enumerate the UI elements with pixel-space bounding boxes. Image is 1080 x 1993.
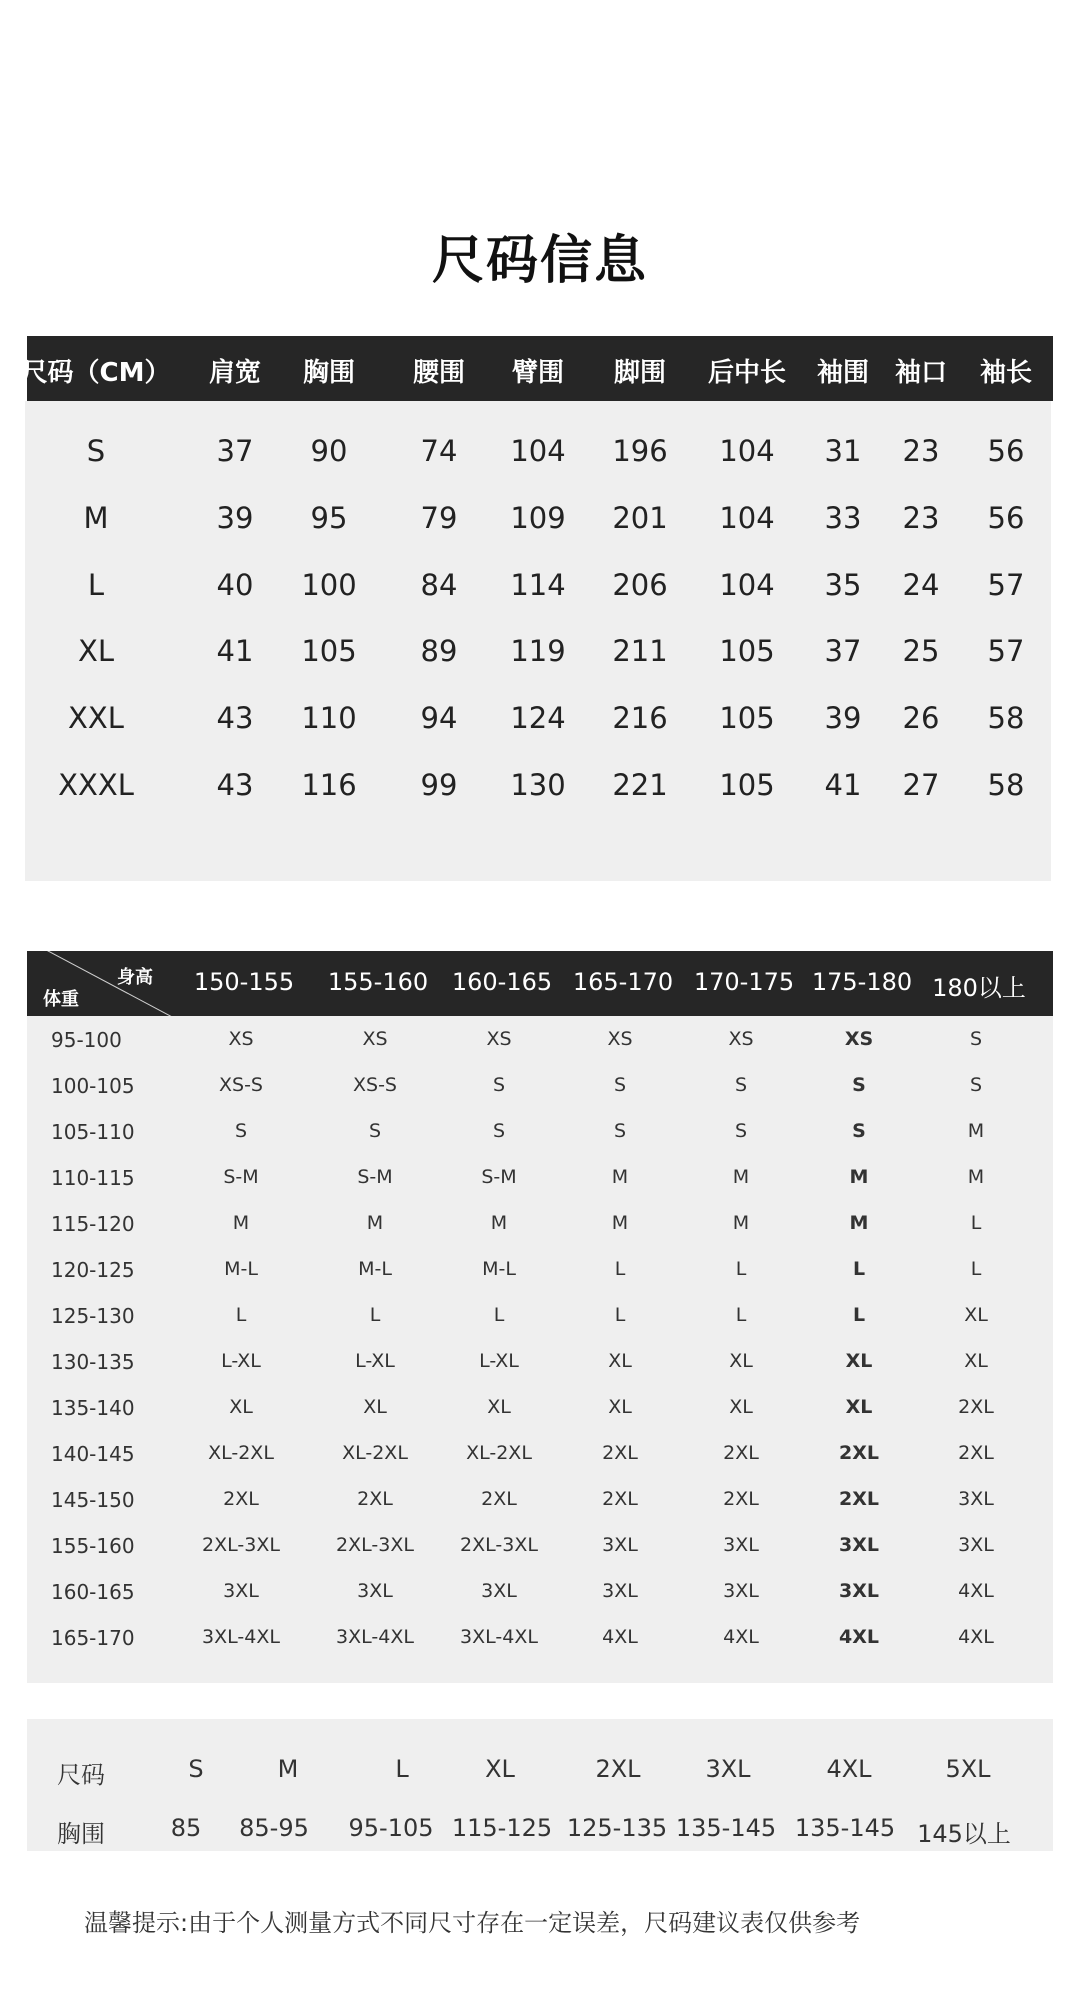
size-table-cell: 39 xyxy=(824,701,862,735)
recommend-size-cell: 3XL xyxy=(481,1580,517,1602)
size-table-cell: 104 xyxy=(719,568,775,602)
table-row xyxy=(27,1626,1053,1656)
chest-table xyxy=(27,1719,1053,1851)
size-table-cell: 90 xyxy=(310,434,348,468)
recommend-size-cell: S-M xyxy=(357,1166,393,1188)
table-row xyxy=(25,768,1051,808)
recommend-size-cell: XL-2XL xyxy=(466,1442,532,1464)
table-row xyxy=(25,568,1051,608)
recommend-size-cell: L-XL xyxy=(479,1350,519,1372)
recommend-size-cell: 4XL xyxy=(723,1626,759,1648)
corner-weight-label: 体重 xyxy=(43,989,79,1010)
size-table-cell: 95 xyxy=(310,501,348,535)
recommend-size-cell: XS-S xyxy=(219,1074,263,1096)
size-table-cell: 79 xyxy=(420,501,458,535)
size-table-cell: 114 xyxy=(510,568,566,602)
recommend-size-cell: 2XL xyxy=(839,1488,879,1510)
recommend-size-cell: 3XL xyxy=(602,1580,638,1602)
recommend-size-cell: 3XL xyxy=(723,1534,759,1556)
size-table-header-cell: 袖口 xyxy=(894,358,948,388)
table-row xyxy=(25,434,1051,474)
size-table-cell: 110 xyxy=(301,701,357,735)
size-table-cell: 104 xyxy=(510,434,566,468)
recommend-size-cell: 4XL xyxy=(958,1580,994,1602)
recommend-size-cell: 3XL xyxy=(839,1580,879,1602)
recommend-size-cell: L xyxy=(614,1258,626,1280)
page-title: 尺码信息 xyxy=(431,231,648,291)
recommend-size-cell: 3XL-4XL xyxy=(202,1626,280,1648)
recommend-size-cell: XL-2XL xyxy=(208,1442,274,1464)
height-header-cell: 150-155 xyxy=(193,968,295,996)
recommend-size-cell: M xyxy=(732,1212,750,1234)
size-table-cell: L xyxy=(87,568,105,602)
weight-cell: 120-125 xyxy=(51,1258,135,1282)
size-table-header-cell: 袖围 xyxy=(816,358,870,388)
size-table-cell: 206 xyxy=(612,568,668,602)
size-table-cell: 57 xyxy=(987,568,1025,602)
recommend-table-header xyxy=(27,951,1053,1016)
chest-table-value-cell: 125-135 xyxy=(566,1814,668,1842)
size-table-cell: 74 xyxy=(420,434,458,468)
weight-cell: 145-150 xyxy=(51,1488,135,1512)
size-table-header-cell: 尺码（CM） xyxy=(21,358,171,388)
size-table-cell: 25 xyxy=(902,634,940,668)
recommend-size-cell: S xyxy=(969,1028,983,1050)
recommend-size-cell: XL xyxy=(845,1396,873,1418)
weight-cell: 155-160 xyxy=(51,1534,135,1558)
size-table-cell: 201 xyxy=(612,501,668,535)
recommend-size-cell: S-M xyxy=(223,1166,259,1188)
size-table-cell: 104 xyxy=(719,501,775,535)
recommend-size-cell: XS xyxy=(486,1028,512,1050)
size-table-cell: 43 xyxy=(216,701,254,735)
size-table-cell: 130 xyxy=(510,768,566,802)
size-table xyxy=(21,336,1053,802)
recommend-size-cell: M xyxy=(967,1166,985,1188)
size-table-cell: 216 xyxy=(612,701,668,735)
recommend-size-cell: M xyxy=(232,1212,250,1234)
recommend-size-cell: 3XL xyxy=(958,1534,994,1556)
recommend-table xyxy=(27,951,1053,1683)
height-header-cell: 165-170 xyxy=(572,968,674,996)
size-table-cell: 33 xyxy=(824,501,862,535)
height-header-cell: 155-160 xyxy=(327,968,429,996)
recommend-size-cell: 3XL xyxy=(958,1488,994,1510)
size-table-cell: 109 xyxy=(510,501,566,535)
table-row xyxy=(27,1304,1053,1334)
recommend-size-cell: L-XL xyxy=(221,1350,261,1372)
table-row xyxy=(27,1120,1053,1150)
recommend-size-cell: S xyxy=(734,1074,748,1096)
size-table-cell: 31 xyxy=(824,434,862,468)
table-row xyxy=(25,634,1051,674)
size-table-cell: 39 xyxy=(216,501,254,535)
height-header-cell: 180以上 xyxy=(932,974,1026,1002)
recommend-size-cell: 4XL xyxy=(958,1626,994,1648)
size-table-header-cell: 腰围 xyxy=(412,358,466,388)
size-table-cell: 119 xyxy=(510,634,566,668)
size-table-cell: 35 xyxy=(824,568,862,602)
chest-table-size-cell: 2XL xyxy=(595,1755,641,1783)
weight-cell: 100-105 xyxy=(51,1074,135,1098)
recommend-size-cell: 3XL-4XL xyxy=(460,1626,538,1648)
recommend-size-cell: XL xyxy=(608,1350,632,1372)
recommend-size-cell: L xyxy=(735,1258,747,1280)
size-table-header-cell: 袖长 xyxy=(979,358,1033,388)
recommend-size-cell: XL xyxy=(729,1396,753,1418)
size-table-cell: 124 xyxy=(510,701,566,735)
weight-cell: 95-100 xyxy=(51,1028,122,1052)
table-row xyxy=(27,1442,1053,1472)
size-table-cell: 89 xyxy=(420,634,458,668)
recommend-size-cell: L xyxy=(852,1258,866,1280)
recommend-size-cell: XL xyxy=(964,1304,988,1326)
recommend-table-body xyxy=(27,1016,1053,1683)
size-table-cell: 100 xyxy=(301,568,357,602)
size-table-header-cell: 肩宽 xyxy=(208,358,262,388)
recommend-size-cell: 2XL-3XL xyxy=(202,1534,280,1556)
size-table-cell: 105 xyxy=(301,634,357,668)
size-table-cell: S xyxy=(86,434,106,468)
recommend-size-cell: S xyxy=(734,1120,748,1142)
recommend-size-cell: M-L xyxy=(224,1258,258,1280)
size-table-cell: 116 xyxy=(301,768,357,802)
recommend-size-cell: 4XL xyxy=(839,1626,879,1648)
recommend-size-cell: L xyxy=(735,1304,747,1326)
chest-table-size-cell: S xyxy=(188,1755,204,1783)
size-table-cell: 58 xyxy=(987,768,1025,802)
size-table-cell: 41 xyxy=(216,634,254,668)
table-row xyxy=(25,501,1051,541)
size-table-cell: 23 xyxy=(902,434,940,468)
weight-cell: 135-140 xyxy=(51,1396,135,1420)
recommend-size-cell: 2XL xyxy=(602,1488,638,1510)
recommend-size-cell: 2XL xyxy=(958,1442,994,1464)
size-table-cell: 56 xyxy=(987,434,1025,468)
size-table-cell: 37 xyxy=(216,434,254,468)
size-table-cell: M xyxy=(83,501,109,535)
recommend-size-cell: 2XL xyxy=(723,1488,759,1510)
recommend-size-cell: M xyxy=(732,1166,750,1188)
recommend-size-cell: XL xyxy=(229,1396,253,1418)
recommend-size-cell: 3XL xyxy=(839,1534,879,1556)
recommend-size-cell: 2XL-3XL xyxy=(460,1534,538,1556)
recommend-size-cell: L xyxy=(970,1258,982,1280)
recommend-size-cell: XS-S xyxy=(353,1074,397,1096)
table-row xyxy=(27,1258,1053,1288)
size-table-cell: 211 xyxy=(612,634,668,668)
size-table-cell: XXL xyxy=(68,701,124,735)
table-row xyxy=(27,1350,1053,1380)
weight-cell: 160-165 xyxy=(51,1580,135,1604)
chest-row-label: 胸围 xyxy=(57,1820,105,1848)
size-table-cell: 105 xyxy=(719,701,775,735)
table-row xyxy=(27,1488,1053,1518)
table-row xyxy=(27,1074,1053,1104)
size-table-cell: 27 xyxy=(902,768,940,802)
recommend-size-cell: L xyxy=(970,1212,982,1234)
recommend-size-cell: XL xyxy=(964,1350,988,1372)
recommend-size-cell: 2XL xyxy=(723,1442,759,1464)
recommend-size-cell: S xyxy=(852,1120,866,1142)
size-row-label: 尺码 xyxy=(57,1761,105,1789)
table-row xyxy=(27,1534,1053,1564)
recommend-size-cell: 4XL xyxy=(602,1626,638,1648)
corner-height-label: 身高 xyxy=(117,967,153,988)
recommend-size-cell: L xyxy=(369,1304,381,1326)
recommend-size-cell: M xyxy=(849,1166,869,1188)
recommend-size-cell: M xyxy=(366,1212,384,1234)
size-table-cell: 40 xyxy=(216,568,254,602)
recommend-size-cell: XL xyxy=(729,1350,753,1372)
recommend-size-cell: M-L xyxy=(482,1258,516,1280)
recommend-size-cell: XS xyxy=(844,1028,874,1050)
recommend-size-cell: 2XL xyxy=(839,1442,879,1464)
recommend-size-cell: 2XL xyxy=(223,1488,259,1510)
size-table-cell: 57 xyxy=(987,634,1025,668)
table-row xyxy=(27,1212,1053,1242)
size-table-header xyxy=(21,336,1053,401)
recommend-size-cell: 3XL xyxy=(602,1534,638,1556)
weight-cell: 110-115 xyxy=(51,1166,135,1190)
table-row xyxy=(27,1028,1053,1058)
chest-table-size-cell: XL xyxy=(485,1755,515,1783)
recommend-size-cell: M xyxy=(967,1120,985,1142)
recommend-size-cell: S xyxy=(613,1074,627,1096)
size-table-cell: XXXL xyxy=(58,768,134,802)
recommend-size-cell: S xyxy=(852,1074,866,1096)
chest-table-value-cell: 115-125 xyxy=(451,1814,553,1842)
chest-table-value-cell: 135-145 xyxy=(794,1814,896,1842)
recommend-size-cell: XS xyxy=(362,1028,388,1050)
recommend-size-cell: L xyxy=(614,1304,626,1326)
size-table-cell: XL xyxy=(77,634,115,668)
recommend-size-cell: XL xyxy=(363,1396,387,1418)
weight-cell: 115-120 xyxy=(51,1212,135,1236)
weight-cell: 165-170 xyxy=(51,1626,135,1650)
recommend-size-cell: S-M xyxy=(481,1166,517,1188)
size-table-header-cell: 脚围 xyxy=(613,358,667,388)
recommend-size-cell: 3XL xyxy=(223,1580,259,1602)
recommend-size-cell: XS xyxy=(728,1028,754,1050)
recommend-size-cell: 3XL xyxy=(723,1580,759,1602)
chest-table-value-cell: 135-145 xyxy=(675,1814,777,1842)
size-table-cell: 94 xyxy=(420,701,458,735)
recommend-size-cell: XL xyxy=(845,1350,873,1372)
recommend-size-cell: M xyxy=(611,1212,629,1234)
size-table-cell: 84 xyxy=(420,568,458,602)
size-table-header-cell: 臂围 xyxy=(511,358,565,388)
recommend-size-cell: 2XL xyxy=(958,1396,994,1418)
size-table-cell: 105 xyxy=(719,634,775,668)
recommend-size-cell: XL xyxy=(487,1396,511,1418)
chest-table-size-cell: 4XL xyxy=(826,1755,872,1783)
recommend-size-cell: L xyxy=(235,1304,247,1326)
size-table-cell: 104 xyxy=(719,434,775,468)
size-table-cell: 99 xyxy=(420,768,458,802)
recommend-size-cell: M xyxy=(490,1212,508,1234)
height-header-cell: 175-180 xyxy=(811,968,913,996)
chest-table-value-cell: 85 xyxy=(170,1814,202,1842)
size-table-header-cell: 后中长 xyxy=(707,358,787,388)
size-table-cell: 105 xyxy=(719,768,775,802)
size-table-cell: 56 xyxy=(987,501,1025,535)
recommend-size-cell: M xyxy=(849,1212,869,1234)
height-header-cell: 170-175 xyxy=(693,968,795,996)
size-table-cell: 221 xyxy=(612,768,668,802)
weight-cell: 140-145 xyxy=(51,1442,135,1466)
recommend-size-cell: 2XL xyxy=(602,1442,638,1464)
size-table-body xyxy=(25,401,1051,881)
recommend-size-cell: S xyxy=(969,1074,983,1096)
chest-table-size-cell: M xyxy=(277,1755,299,1783)
recommend-size-cell: XL-2XL xyxy=(342,1442,408,1464)
table-row xyxy=(27,1166,1053,1196)
recommend-size-cell: 3XL-4XL xyxy=(336,1626,414,1648)
recommend-size-cell: 3XL xyxy=(357,1580,393,1602)
recommend-size-cell: 2XL-3XL xyxy=(336,1534,414,1556)
recommend-size-cell: S xyxy=(492,1074,506,1096)
size-table-cell: 24 xyxy=(902,568,940,602)
recommend-size-cell: S xyxy=(234,1120,248,1142)
chest-table-size-cell: 3XL xyxy=(705,1755,751,1783)
chest-table-size-cell: 5XL xyxy=(945,1755,991,1783)
size-table-cell: 41 xyxy=(824,768,862,802)
recommend-size-cell: XS xyxy=(228,1028,254,1050)
recommend-size-cell: 2XL xyxy=(481,1488,517,1510)
recommend-size-cell: XL xyxy=(608,1396,632,1418)
recommend-size-cell: 2XL xyxy=(357,1488,393,1510)
size-table-cell: 196 xyxy=(612,434,668,468)
table-row xyxy=(25,701,1051,741)
table-row xyxy=(27,1396,1053,1426)
table-row xyxy=(27,1580,1053,1610)
recommend-size-cell: S xyxy=(368,1120,382,1142)
chest-table-size-cell: L xyxy=(395,1755,409,1783)
recommend-size-cell: L xyxy=(493,1304,505,1326)
disclaimer-note: 温馨提示:由于个人测量方式不同尺寸存在一定误差，尺码建议表仅供参考 xyxy=(84,1909,861,1937)
recommend-size-cell: M-L xyxy=(358,1258,392,1280)
weight-cell: 105-110 xyxy=(51,1120,135,1144)
weight-cell: 130-135 xyxy=(51,1350,135,1374)
size-table-cell: 26 xyxy=(902,701,940,735)
recommend-size-cell: L-XL xyxy=(355,1350,395,1372)
chest-table-value-cell: 95-105 xyxy=(348,1814,434,1842)
size-table-header-cell: 胸围 xyxy=(302,358,356,388)
recommend-size-cell: S xyxy=(492,1120,506,1142)
height-header-cell: 160-165 xyxy=(451,968,553,996)
size-table-cell: 43 xyxy=(216,768,254,802)
chest-table-value-cell: 85-95 xyxy=(239,1814,309,1842)
size-table-cell: 37 xyxy=(824,634,862,668)
recommend-size-cell: XS xyxy=(607,1028,633,1050)
recommend-size-cell: L xyxy=(852,1304,866,1326)
size-table-cell: 23 xyxy=(902,501,940,535)
recommend-size-cell: S xyxy=(613,1120,627,1142)
chest-table-value-cell: 145以上 xyxy=(917,1820,1011,1848)
weight-cell: 125-130 xyxy=(51,1304,135,1328)
recommend-size-cell: M xyxy=(611,1166,629,1188)
size-table-cell: 58 xyxy=(987,701,1025,735)
